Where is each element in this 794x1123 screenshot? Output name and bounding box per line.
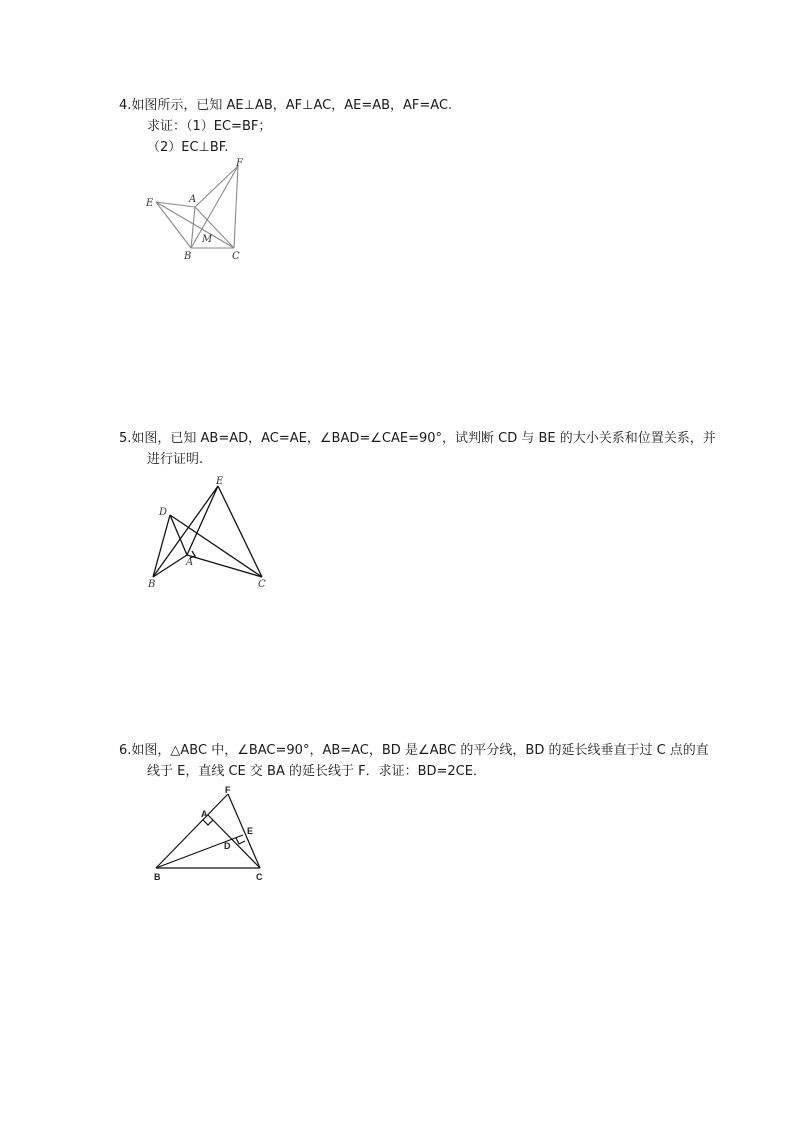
label-b: B	[148, 579, 156, 590]
problem-6-statement-cont: 线于 E，直线 CE 交 BA 的延长线于 F．求证：BD=2CE．	[147, 764, 486, 779]
problem-4-figure	[140, 155, 260, 265]
label-b: B	[184, 251, 192, 262]
problem-6-statement: 6.如图，△ABC 中，∠BAC=90°，AB=AC，BD 是∠ABC 的平分线，BD 的延长线垂直于过 C 点的直	[119, 743, 709, 758]
problem-4-statement: 4.如图所示，已知 AE⊥AB，AF⊥AC，AE=AB，AF=AC.	[119, 98, 453, 113]
label-a: A	[186, 557, 194, 568]
problem-4-part-2: （2）EC⊥BF.	[147, 140, 229, 155]
label-a: A	[189, 194, 197, 205]
label-e: E	[247, 826, 254, 836]
label-e: E	[146, 198, 154, 209]
label-f: F	[225, 785, 231, 795]
label-b: B	[154, 872, 161, 882]
label-d: D	[224, 841, 231, 851]
problem-4-part-1: 求证：（1）EC=BF；	[147, 119, 272, 134]
label-d: D	[159, 507, 168, 518]
label-c: C	[256, 872, 263, 882]
problem-5-statement-cont: 进行证明.	[147, 452, 204, 467]
problem-6-figure	[145, 780, 275, 885]
label-m: M	[202, 234, 213, 245]
label-a: A	[201, 809, 208, 819]
problem-5-statement: 5.如图，已知 AB=AD，AC=AE，∠BAD=∠CAE=90°，试判断 CD 与 BE 的大小关系和位置关系，并	[119, 431, 716, 446]
problem-5-figure	[140, 470, 280, 595]
label-c: C	[232, 251, 240, 262]
label-e: E	[216, 476, 224, 487]
label-c: C	[258, 579, 266, 590]
label-f: F	[236, 158, 243, 169]
